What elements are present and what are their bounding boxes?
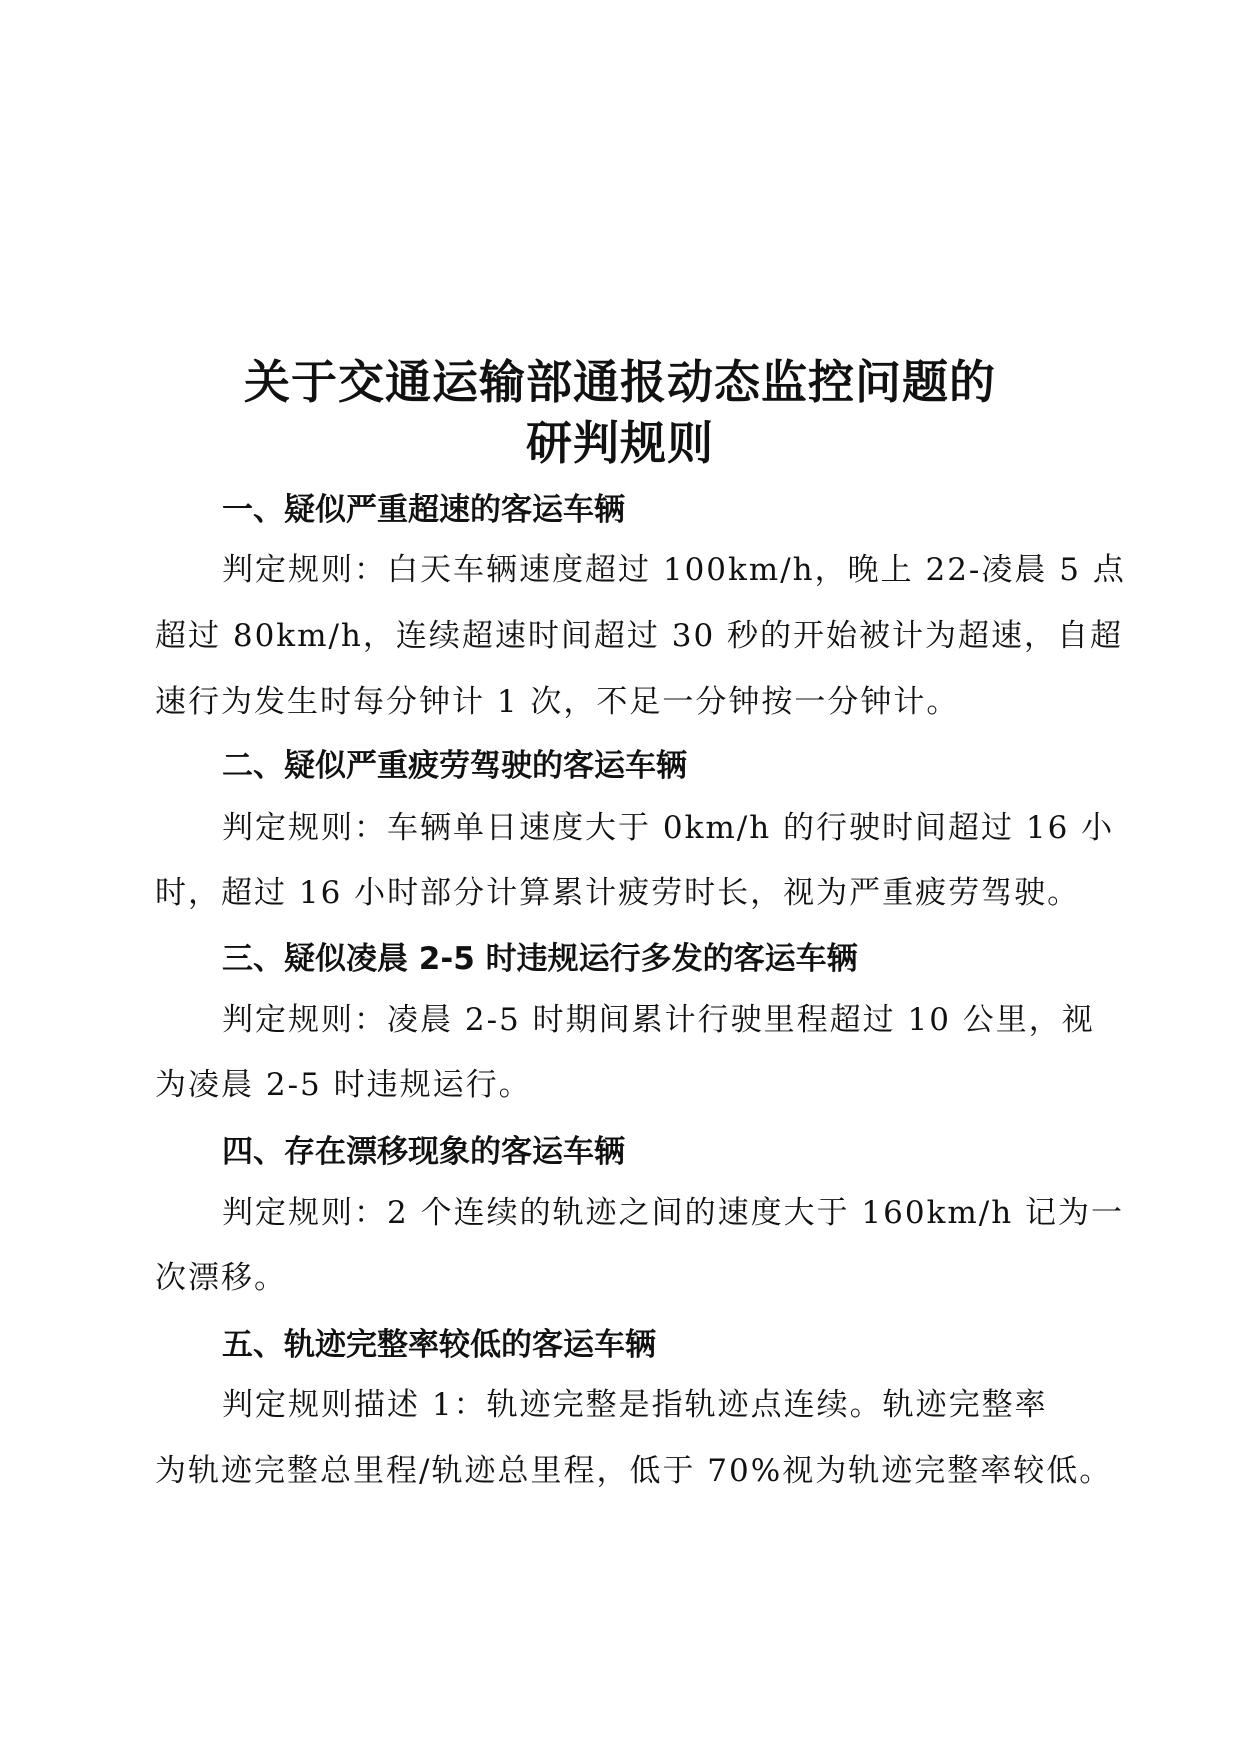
- section-5-rule-line-2: 为轨迹完整总里程/轨迹总里程，低于 70%视为轨迹完整率较低。: [155, 1453, 1113, 1489]
- section-3-rule-line-1: 判定规则：凌晨 2-5 时期间累计行驶里程超过 10 公里，视: [222, 1002, 1095, 1038]
- section-5-rule-line-1: 判定规则描述 1：轨迹完整是指轨迹点连续。轨迹完整率: [222, 1387, 1048, 1423]
- section-4-rule-line-2: 次漂移。: [155, 1260, 287, 1296]
- section-2-heading: 二、疑似严重疲劳驾驶的客运车辆: [222, 748, 687, 784]
- section-2-rule-line-2: 时，超过 16 小时部分计算累计疲劳时长，视为严重疲劳驾驶。: [155, 875, 1081, 911]
- section-4-heading: 四、存在漂移现象的客运车辆: [222, 1134, 625, 1170]
- section-1-rule-line-3: 速行为发生时每分钟计 1 次，不足一分钟按一分钟计。: [155, 684, 960, 720]
- section-4-rule-line-1: 判定规则：2 个连续的轨迹之间的速度大于 160km/h 记为一: [222, 1195, 1125, 1231]
- section-2-rule-line-1: 判定规则：车辆单日速度大于 0km/h 的行驶时间超过 16 小: [222, 810, 1115, 846]
- section-5-heading: 五、轨迹完整率较低的客运车辆: [222, 1327, 656, 1363]
- document-title-line-1: 关于交通运输部通报动态监控问题的: [244, 355, 996, 409]
- section-1-rule-line-2: 超过 80km/h，连续超速时间超过 30 秒的开始被计为超速，自超: [155, 618, 1124, 654]
- document-title-line-2: 研判规则: [526, 416, 714, 470]
- section-1-rule-line-1: 判定规则：白天车辆速度超过 100km/h，晚上 22-凌晨 5 点: [222, 552, 1126, 588]
- section-3-heading: 三、疑似凌晨 2-5 时违规运行多发的客运车辆: [222, 941, 858, 977]
- section-3-rule-line-2: 为凌晨 2-5 时违规运行。: [155, 1067, 532, 1103]
- section-1-heading: 一、疑似严重超速的客运车辆: [222, 492, 625, 528]
